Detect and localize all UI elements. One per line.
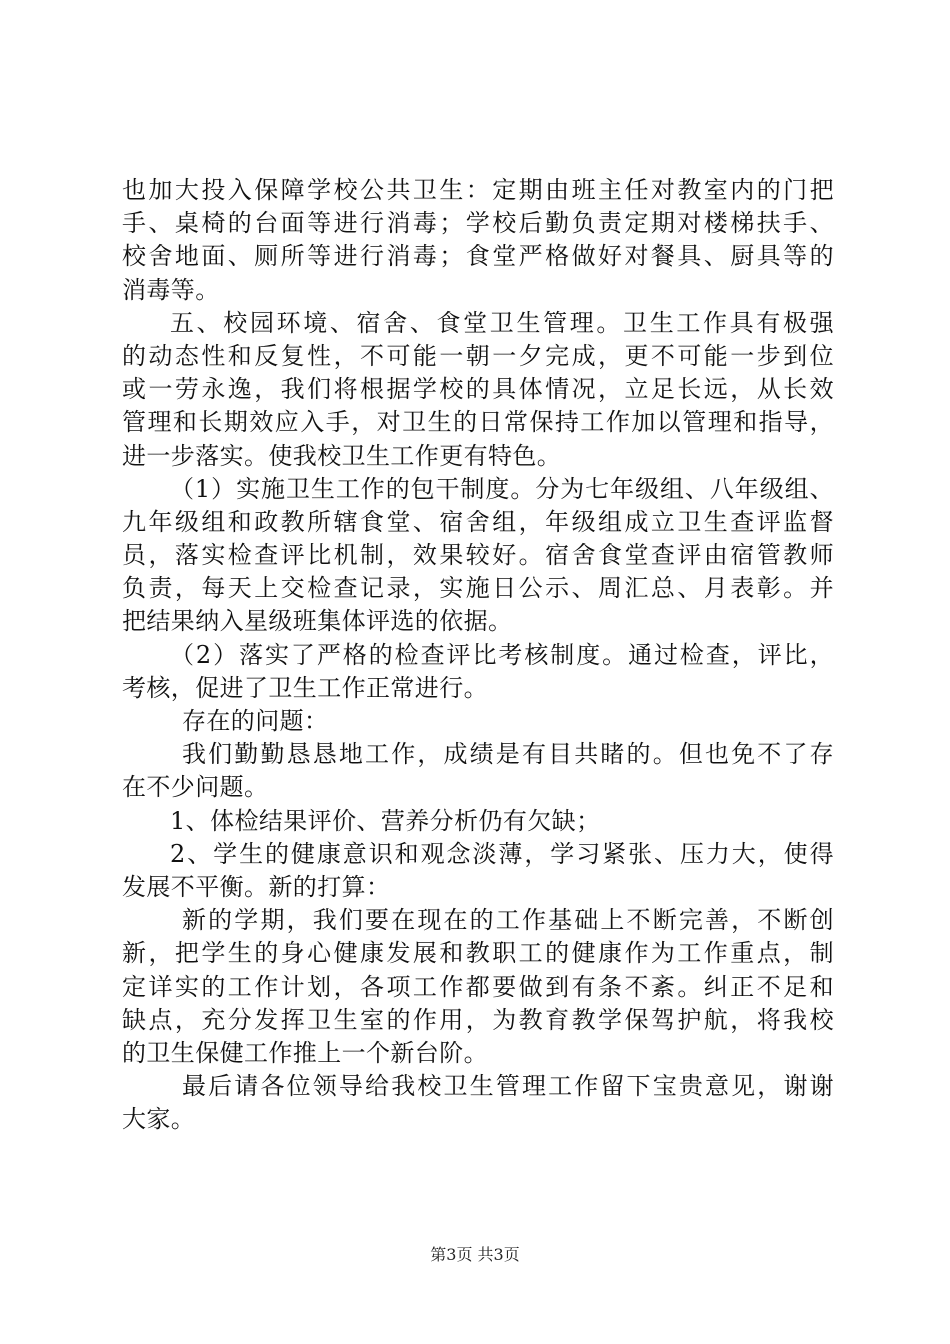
text-line: 缺点，充分发挥卫生室的作用，为教育教学保驾护航，将我校	[122, 1005, 834, 1034]
text-line: 新的学期，我们要在现在的工作基础上不断完善，不断创	[182, 906, 834, 935]
text-line: 消毒等。	[122, 275, 220, 304]
text-line: 发展不平衡。新的打算：	[122, 872, 391, 901]
text-line: 存在的问题：	[182, 707, 329, 735]
text-line: 新，把学生的身心健康发展和教职工的健康作为工作重点，制	[122, 939, 834, 968]
text-line: 九年级组和政教所辖食堂、宿舍组，年级组成立卫生查评监督	[122, 507, 834, 536]
text-line: 的动态性和反复性，不可能一朝一夕完成，更不可能一步到位	[122, 341, 834, 370]
text-line: 手、桌椅的台面等进行消毒；学校后勤负责定期对楼梯扶手、	[122, 209, 834, 238]
text-line: 大家。	[122, 1105, 196, 1134]
text-line: 校舍地面、厕所等进行消毒；食堂严格做好对餐具、厨具等的	[122, 242, 834, 271]
text-line: 我们勤勤恳恳地工作，成绩是有目共睹的。但也免不了存	[182, 740, 834, 769]
text-line: 员，落实检查评比机制，效果较好。宿舍食堂查评由宿管教师	[122, 541, 834, 570]
document-body	[122, 174, 834, 1136]
text-line: 五、校园环境、宿舍、食堂卫生管理。卫生工作具有极强	[170, 308, 834, 337]
text-line: （2）落实了严格的检查评比考核制度。通过检查，评比，	[170, 640, 834, 669]
text-line: 的卫生保健工作推上一个新台阶。	[122, 1038, 488, 1067]
text-line: 进一步落实。使我校卫生工作更有特色。	[122, 441, 562, 470]
text-line: 2、学生的健康意识和观念淡薄，学习紧张、压力大，使得	[170, 839, 834, 868]
text-line: 管理和长期效应入手，对卫生的日常保持工作加以管理和指导，	[122, 408, 834, 437]
text-line: 负责，每天上交检查记录，实施日公示、周汇总、月表彰。并	[122, 574, 834, 603]
text-line: 把结果纳入星级班集体评选的依据。	[122, 607, 513, 636]
text-line: 考核，促进了卫生工作正常进行。	[122, 673, 488, 702]
text-line: 定详实的工作计划，各项工作都要做到有条不紊。纠正不足和	[122, 972, 834, 1001]
text-line: 最后请各位领导给我校卫生管理工作留下宝贵意见，谢谢	[182, 1072, 834, 1101]
text-line: （1）实施卫生工作的包干制度。分为七年级组、八年级组、	[170, 474, 834, 503]
text-line: 1、体检结果评价、营养分析仍有欠缺；	[170, 806, 601, 835]
page-footer: 第3页 共3页	[430, 1245, 520, 1264]
text-line: 在不少问题。	[122, 773, 269, 802]
text-line: 也加大投入保障学校公共卫生：定期由班主任对教室内的门把	[122, 176, 834, 204]
text-line: 或一劳永逸，我们将根据学校的具体情况，立足长远，从长效	[122, 375, 834, 404]
